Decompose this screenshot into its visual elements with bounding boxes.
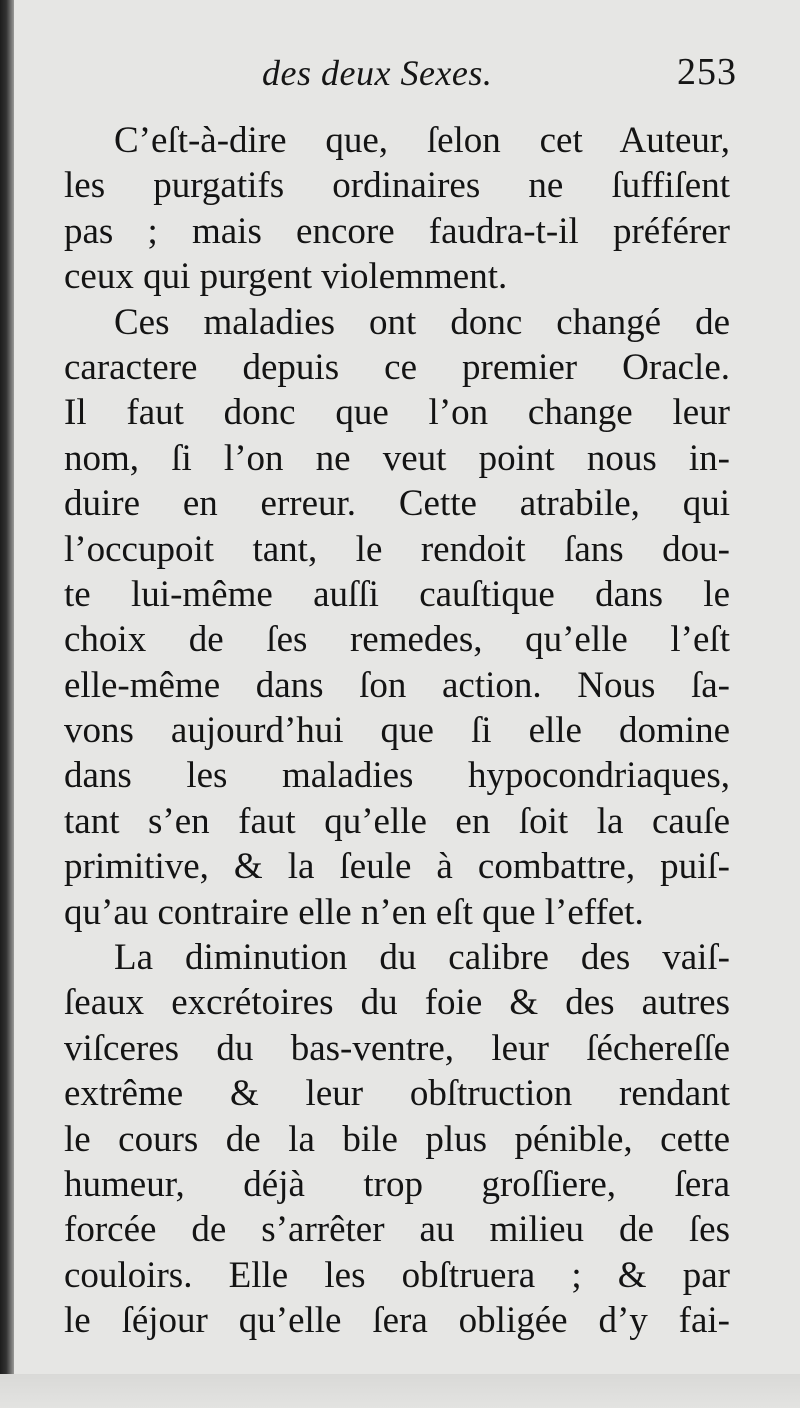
text-line: caractere depuis ce premier Oracle. [64, 346, 730, 388]
text-line: primitive, & la ſeule à combattre, puiſ- [64, 846, 730, 888]
text-line: te lui-même auſſi cauſtique dans le [64, 573, 730, 615]
text-line: Il faut donc que l’on change leur [64, 392, 730, 434]
text-line: le cours de la bile plus pénible, cette [64, 1118, 730, 1160]
text-line: tant s’en faut qu’elle en ſoit la cauſe [64, 800, 730, 842]
running-title: des deux Sexes. [262, 53, 493, 93]
text-line: vons aujourd’hui que ſi elle domine [64, 710, 730, 752]
text-line: humeur, déjà trop groſſiere, ſera [64, 1163, 730, 1205]
paragraph [64, 300, 730, 935]
page-header [262, 50, 737, 98]
text-line: C’eſt-à-dire que, ſelon cet Auteur, [114, 120, 730, 161]
text-line: ſeaux excrétoires du foie & des autres [64, 982, 730, 1024]
text-line: l’occupoit tant, le rendoit ſans dou- [64, 528, 730, 570]
paragraph [64, 935, 730, 1344]
paragraph [64, 118, 730, 300]
text-line: duire en erreur. Cette atrabile, qui [64, 483, 730, 525]
text-line: pas ; mais encore faudra-t-il préférer [64, 210, 730, 252]
text-line: ceux qui purgent violemment. [64, 256, 508, 298]
text-line: viſceres du bas-ventre, leur ſéchereſſe [64, 1027, 730, 1069]
page-bottom-margin [0, 1374, 800, 1408]
text-line: les purgatifs ordinaires ne ſuffiſent [64, 165, 730, 207]
page-number: 253 [677, 51, 737, 93]
page-binding-edge [0, 0, 14, 1408]
body-text [64, 118, 730, 1344]
text-line: choix de ſes remedes, qu’elle l’eſt [64, 619, 730, 661]
text-line: le ſéjour qu’elle ſera obligée d’y fai- [64, 1300, 730, 1342]
text-line: La diminution du calibre des vaiſ- [114, 937, 730, 979]
text-line: Ces maladies ont donc changé de [114, 301, 730, 343]
text-line: nom, ſi l’on ne veut point nous in- [64, 437, 730, 479]
text-line: forcée de s’arrêter au milieu de ſes [64, 1209, 730, 1251]
text-line: dans les maladies hypocondriaques, [64, 755, 730, 797]
text-line: extrême & leur obſtruction rendant [64, 1073, 730, 1115]
text-line: elle-même dans ſon action. Nous ſa- [64, 664, 730, 706]
text-line: qu’au contraire elle n’en eſt que l’effet. [64, 891, 644, 933]
text-line: couloirs. Elle les obſtruera ; & par [64, 1254, 730, 1296]
